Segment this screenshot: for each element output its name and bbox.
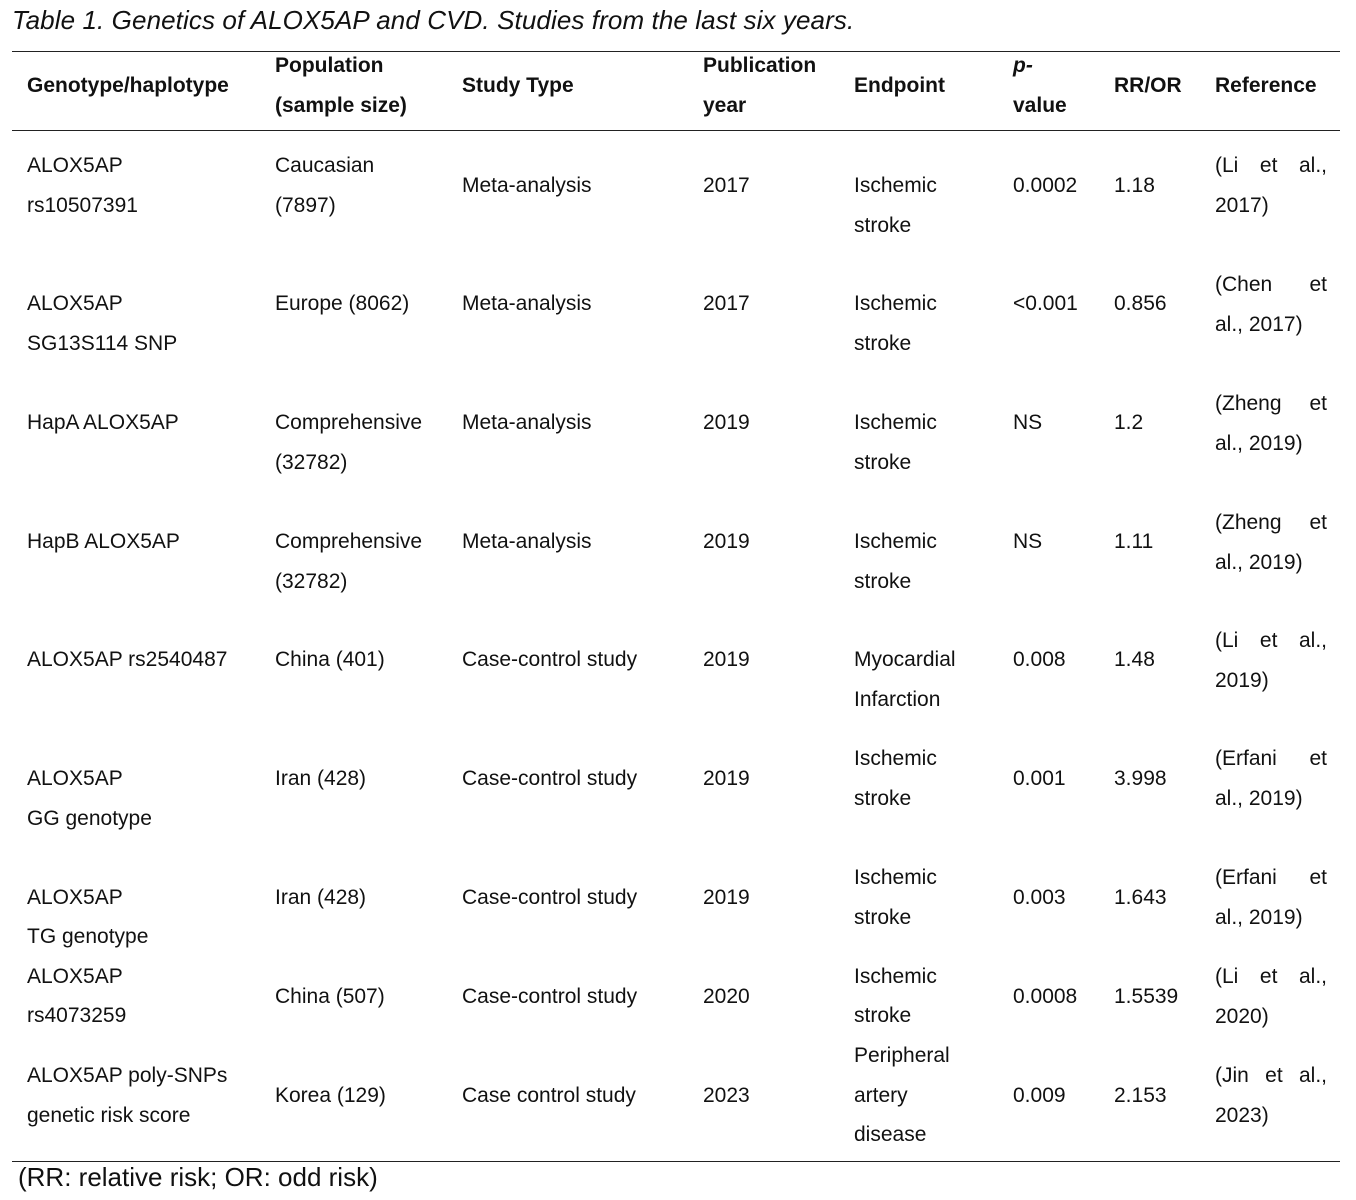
cell-genotype: ALOX5AP: [27, 767, 123, 790]
cell-reference: [1215, 1056, 1327, 1136]
cell-study-type: Meta-analysis: [462, 411, 592, 434]
cell-p-value: 0.003: [1013, 886, 1066, 909]
cell-endpoint: Peripheral: [854, 1044, 950, 1067]
cell-population: Caucasian: [275, 154, 375, 177]
cell-population: China (507): [275, 985, 385, 1008]
reference-line: 2020): [1215, 1005, 1269, 1028]
cell-rr-or: 1.5539: [1114, 985, 1179, 1008]
reference-line: (Li et al.,: [1215, 965, 1327, 988]
cell-reference: [1215, 146, 1327, 226]
cell-reference: [1215, 858, 1327, 938]
reference-line: 2019): [1215, 669, 1269, 692]
reference-line: 2023): [1215, 1104, 1269, 1127]
header-population: Population: [275, 54, 384, 77]
cell-population: (7897): [275, 194, 336, 217]
cell-population: Comprehensive: [275, 530, 423, 553]
reference-line: al., 2019): [1215, 551, 1303, 574]
cell-rr-or: 2.153: [1114, 1084, 1167, 1107]
reference-line: (Zheng et: [1215, 511, 1327, 534]
cell-endpoint: stroke: [854, 787, 912, 810]
cell-study-type: Case-control study: [462, 767, 638, 790]
header-p-value: value: [1013, 94, 1067, 117]
cell-endpoint: Infarction: [854, 688, 941, 711]
table-top-rule: [12, 51, 1340, 52]
cell-endpoint: Ischemic: [854, 530, 937, 553]
cell-genotype: ALOX5AP: [27, 292, 123, 315]
cell-study-type: Case control study: [462, 1084, 636, 1107]
cell-genotype: ALOX5AP: [27, 154, 123, 177]
cell-rr-or: 1.18: [1114, 174, 1155, 197]
cell-study-type: Meta-analysis: [462, 292, 592, 315]
cell-study-type: Meta-analysis: [462, 530, 592, 553]
header-publication: Publication: [703, 54, 817, 77]
cell-p-value: NS: [1013, 530, 1043, 553]
cell-endpoint: Myocardial: [854, 648, 956, 671]
reference-line: al., 2017): [1215, 313, 1303, 336]
cell-p-value: 0.001: [1013, 767, 1066, 790]
cell-p-value: NS: [1013, 411, 1043, 434]
cell-genotype: ALOX5AP poly-SNPs: [27, 1064, 228, 1087]
cell-year: 2020: [703, 985, 750, 1008]
cell-population: Iran (428): [275, 886, 367, 909]
reference-line: (Li et al.,: [1215, 629, 1327, 652]
cell-population: Comprehensive: [275, 411, 423, 434]
cell-endpoint: stroke: [854, 214, 912, 237]
reference-line: al., 2019): [1215, 432, 1303, 455]
reference-line: (Li et al.,: [1215, 154, 1327, 177]
cell-endpoint: disease: [854, 1123, 927, 1146]
table-header-rule: [12, 130, 1340, 131]
reference-line: (Zheng et: [1215, 392, 1327, 415]
reference-line: 2017): [1215, 194, 1269, 217]
cell-endpoint: Ischemic: [854, 292, 937, 315]
cell-p-value: 0.009: [1013, 1084, 1066, 1107]
cell-year: 2019: [703, 648, 750, 671]
cell-endpoint: Ischemic: [854, 411, 937, 434]
header-endpoint: Endpoint: [854, 74, 945, 97]
cell-endpoint: Ischemic: [854, 174, 937, 197]
cell-endpoint: stroke: [854, 332, 912, 355]
reference-line: (Chen et: [1215, 273, 1327, 296]
cell-endpoint: stroke: [854, 570, 912, 593]
cell-genotype: genetic risk score: [27, 1104, 191, 1127]
cell-year: 2023: [703, 1084, 750, 1107]
cell-population: Iran (428): [275, 767, 367, 790]
reference-line: (Jin et al.,: [1215, 1064, 1327, 1087]
cell-year: 2019: [703, 767, 750, 790]
cell-population: (32782): [275, 570, 348, 593]
cell-population: Europe (8062): [275, 292, 410, 315]
header-genotype: Genotype/haplotype: [27, 74, 229, 97]
cell-study-type: Case-control study: [462, 648, 638, 671]
cell-genotype: SG13S114 SNP: [27, 332, 178, 355]
cell-study-type: Case-control study: [462, 985, 638, 1008]
cell-genotype: ALOX5AP rs2540487: [27, 648, 228, 671]
cell-endpoint: stroke: [854, 451, 912, 474]
cell-genotype: rs4073259: [27, 1004, 127, 1027]
cell-rr-or: 1.2: [1114, 411, 1144, 434]
cell-rr-or: 1.48: [1114, 648, 1155, 671]
cell-year: 2017: [703, 292, 750, 315]
cell-reference: [1215, 957, 1327, 1037]
cell-genotype: rs10507391: [27, 194, 138, 217]
table-caption: Table 1. Genetics of ALOX5AP and CVD. Studies from the last six years.: [12, 5, 855, 35]
cell-endpoint: Ischemic: [854, 866, 937, 889]
cell-genotype: GG genotype: [27, 807, 152, 830]
header-reference: Reference: [1215, 74, 1317, 97]
cell-rr-or: 0.856: [1114, 292, 1167, 315]
cell-p-value: 0.0002: [1013, 174, 1078, 197]
cell-year: 2019: [703, 411, 750, 434]
cell-endpoint: artery: [854, 1084, 908, 1107]
header-year: year: [703, 94, 747, 117]
cell-year: 2017: [703, 174, 750, 197]
cell-reference: [1215, 621, 1327, 701]
cell-population: China (401): [275, 648, 385, 671]
cell-genotype: HapB ALOX5AP: [27, 530, 180, 553]
cell-p-value: 0.0008: [1013, 985, 1078, 1008]
cell-rr-or: 1.643: [1114, 886, 1167, 909]
cell-genotype: HapA ALOX5AP: [27, 411, 179, 434]
cell-reference: [1215, 265, 1327, 345]
cell-rr-or: 3.998: [1114, 767, 1167, 790]
cell-reference: [1215, 739, 1327, 819]
cell-genotype: TG genotype: [27, 925, 149, 948]
table-footnote: (RR: relative risk; OR: odd risk): [18, 1162, 378, 1192]
cell-endpoint: stroke: [854, 1004, 912, 1027]
cell-study-type: Meta-analysis: [462, 174, 592, 197]
cell-population: (32782): [275, 451, 348, 474]
cell-population: Korea (129): [275, 1084, 386, 1107]
cell-endpoint: stroke: [854, 906, 912, 929]
cell-rr-or: 1.11: [1114, 530, 1154, 553]
cell-year: 2019: [703, 530, 750, 553]
reference-line: al., 2019): [1215, 906, 1303, 929]
cell-endpoint: Ischemic: [854, 747, 937, 770]
reference-line: (Erfani et: [1215, 866, 1327, 889]
cell-study-type: Case-control study: [462, 886, 638, 909]
header-rr-or: RR/OR: [1114, 74, 1182, 97]
header-population-sub: (sample size): [275, 94, 407, 117]
reference-line: al., 2019): [1215, 787, 1303, 810]
cell-p-value: 0.008: [1013, 648, 1066, 671]
header-p: p-: [1013, 54, 1033, 77]
header-study-type: Study Type: [462, 74, 574, 97]
cell-reference: [1215, 384, 1327, 464]
cell-year: 2019: [703, 886, 750, 909]
cell-genotype: ALOX5AP: [27, 886, 123, 909]
cell-reference: [1215, 503, 1327, 583]
cell-p-value: <0.001: [1013, 292, 1078, 315]
reference-line: (Erfani et: [1215, 747, 1327, 770]
cell-genotype: ALOX5AP: [27, 965, 123, 988]
cell-endpoint: Ischemic: [854, 965, 937, 988]
